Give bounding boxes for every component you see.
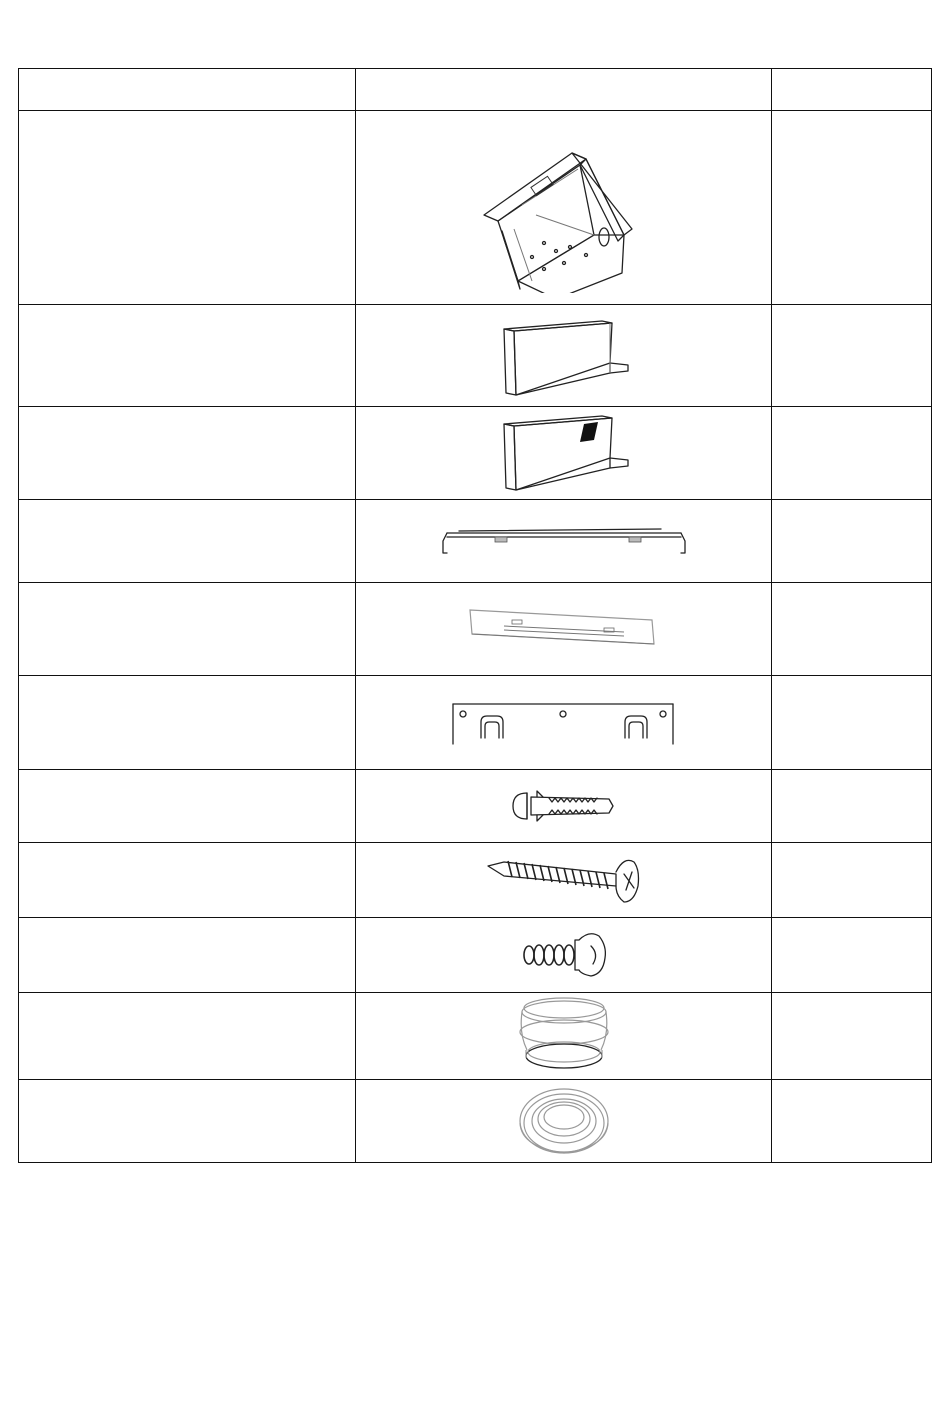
part-quantity [772, 583, 932, 676]
part-quantity [772, 770, 932, 843]
part-name [19, 583, 356, 676]
part-name [19, 676, 356, 770]
header-picture [356, 69, 772, 111]
part-quantity [772, 918, 932, 993]
flat-mounting-plate-icon [464, 604, 664, 654]
part-quantity [772, 500, 932, 583]
chimney-bracket-icon [439, 521, 689, 561]
part-name [19, 993, 356, 1080]
parts-list-table [18, 68, 932, 1163]
wall-mounting-bracket-icon [449, 698, 679, 748]
part-quantity [772, 676, 932, 770]
part-name [19, 1080, 356, 1163]
header-quantity [772, 69, 932, 111]
part-quantity [772, 305, 932, 407]
header-name [19, 69, 356, 111]
part-quantity [772, 993, 932, 1080]
table-row [19, 500, 932, 583]
part-name [19, 918, 356, 993]
table-row [19, 770, 932, 843]
table-row [19, 407, 932, 500]
flat-ring-icon [509, 1081, 619, 1161]
part-name [19, 500, 356, 583]
part-name [19, 305, 356, 407]
table-row [19, 1080, 932, 1163]
short-screw-icon [519, 928, 609, 982]
table-row [19, 843, 932, 918]
part-name [19, 843, 356, 918]
part-quantity [772, 843, 932, 918]
long-wood-screw-icon [484, 852, 644, 908]
part-name [19, 770, 356, 843]
duct-adapter-ring-icon [509, 994, 619, 1078]
part-name [19, 407, 356, 500]
table-row [19, 305, 932, 407]
lower-chimney-cover-icon [494, 410, 634, 496]
upper-chimney-cover-icon [494, 311, 634, 401]
table-header-row [19, 69, 932, 111]
table-row [19, 918, 932, 993]
part-quantity [772, 1080, 932, 1163]
part-quantity [772, 111, 932, 305]
wall-plug-icon [509, 783, 619, 829]
table-row [19, 111, 932, 305]
part-name [19, 111, 356, 305]
part-quantity [772, 407, 932, 500]
table-row [19, 583, 932, 676]
table-row [19, 993, 932, 1080]
hood-housing-icon [474, 123, 654, 293]
table-row [19, 676, 932, 770]
